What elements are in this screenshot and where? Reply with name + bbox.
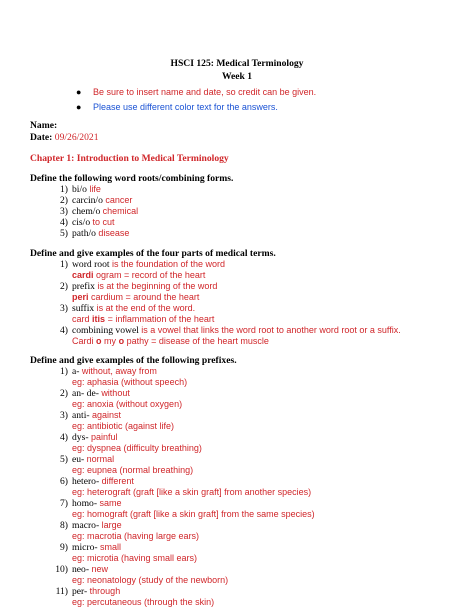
item-term: hetero- xyxy=(72,476,100,487)
item-term: bi/o xyxy=(72,184,87,195)
item-answer: is the foundation of the word xyxy=(111,259,226,269)
item-term: carcin/o xyxy=(72,195,103,206)
example-text: cardium = around the heart xyxy=(91,292,200,302)
item-example: eg: antibiotic (against life) xyxy=(72,421,175,431)
example-text: pathy = disease of the heart muscle xyxy=(126,336,269,346)
item-answer: through xyxy=(89,586,121,596)
example-bold: o xyxy=(96,336,102,346)
date-value: 09/26/2021 xyxy=(54,132,99,143)
item-number: 1) xyxy=(60,259,68,270)
item-number: 7) xyxy=(60,498,68,509)
item-number: 4) xyxy=(60,325,68,336)
item-example: eg: aphasia (without speech) xyxy=(72,377,188,387)
item-example: eg: anoxia (without oxygen) xyxy=(72,399,183,409)
item-example xyxy=(72,336,269,347)
example-bold: itis xyxy=(92,314,106,324)
item-number: 6) xyxy=(60,476,68,487)
item-term: cis/o xyxy=(72,217,91,228)
item-number: 9) xyxy=(60,542,68,553)
item-number: 3) xyxy=(60,206,68,217)
list-item xyxy=(48,520,122,531)
example-text: ogram = record of the heart xyxy=(96,270,206,280)
item-answer: cancer xyxy=(105,195,133,205)
bullet-dot-icon: ● xyxy=(76,87,82,97)
list-item xyxy=(48,432,117,443)
item-example: eg: neonatology (study of the newborn) xyxy=(72,575,229,585)
section-title: Define the following word roots/combining forms. xyxy=(30,173,234,184)
item-answer: disease xyxy=(98,228,130,238)
item-number: 2) xyxy=(60,195,68,206)
example-bold: cardi xyxy=(72,270,94,280)
item-answer: without xyxy=(101,388,130,398)
item-term: micro- xyxy=(72,542,98,553)
name-label: Name: xyxy=(30,120,58,131)
item-example xyxy=(72,314,214,325)
item-answer: different xyxy=(101,476,134,486)
example-bold: o xyxy=(118,336,125,346)
instruction-text: Be sure to insert name and date, so credit can be given. xyxy=(93,87,317,97)
item-term: eu- xyxy=(72,454,85,465)
item-answer: is at the end of the word. xyxy=(96,303,196,313)
item-answer: chemical xyxy=(102,206,139,216)
list-item xyxy=(48,454,114,465)
item-number: 3) xyxy=(60,410,68,421)
item-term: macro- xyxy=(72,520,100,531)
item-answer: painful xyxy=(90,432,118,442)
example-text: Cardi xyxy=(72,336,94,346)
item-answer: is at the beginning of the word xyxy=(97,281,218,291)
bullet-dot-icon: ● xyxy=(76,102,82,112)
item-answer: small xyxy=(99,542,121,552)
section-title: Define and give examples of the four parts of medical terms. xyxy=(30,248,276,259)
document-title: HSCI 125: Medical Terminology xyxy=(170,58,304,69)
item-term: word root xyxy=(72,259,110,270)
list-item xyxy=(48,586,120,597)
list-item xyxy=(48,228,129,239)
example-text: card xyxy=(72,314,90,324)
item-term: neo- xyxy=(72,564,90,575)
item-example: eg: homograft (graft [like a skin graft] from the same species) xyxy=(72,509,315,519)
item-answer: new xyxy=(91,564,108,574)
example-text: = inflammation of the heart xyxy=(107,314,215,324)
item-number: 4) xyxy=(60,217,68,228)
item-number: 3) xyxy=(60,303,68,314)
list-item xyxy=(48,259,225,270)
item-term: per- xyxy=(72,586,88,597)
item-number: 2) xyxy=(60,281,68,292)
item-term: chem/o xyxy=(72,206,101,217)
document-subtitle: Week 1 xyxy=(221,71,253,82)
example-bold: peri xyxy=(72,292,89,302)
date-label: Date: xyxy=(30,132,53,143)
list-item xyxy=(48,476,134,487)
list-item xyxy=(48,542,121,553)
item-example xyxy=(72,292,199,303)
item-answer: normal xyxy=(86,454,115,464)
list-item xyxy=(48,303,195,314)
item-answer: large xyxy=(101,520,122,530)
item-answer: against xyxy=(92,410,122,420)
item-example: eg: heterograft (graft [like a skin graft] from another species) xyxy=(72,487,312,497)
list-item xyxy=(48,206,138,217)
chapter-heading: Chapter 1: Introduction to Medical Terminology xyxy=(30,153,229,164)
item-answer: same xyxy=(99,498,122,508)
item-example: eg: macrotia (having large ears) xyxy=(72,531,200,541)
item-term: dys- xyxy=(72,432,89,443)
item-answer: is a vowel that links the word root to another word root or a suffix. xyxy=(141,325,401,335)
instruction-text: Please use different color text for the answers. xyxy=(93,102,278,112)
date-line xyxy=(30,132,99,143)
list-item xyxy=(48,281,217,292)
item-answer: to cut xyxy=(92,217,115,227)
item-term: prefix xyxy=(72,281,95,292)
item-example xyxy=(72,270,205,281)
item-term: a- xyxy=(72,366,80,377)
list-item xyxy=(48,195,132,206)
item-term: homo- xyxy=(72,498,98,509)
item-number: 10) xyxy=(55,564,68,575)
section-title: Define and give examples of the following prefixes. xyxy=(30,355,237,366)
item-term: path/o xyxy=(72,228,96,239)
list-item xyxy=(48,325,401,336)
example-text: my xyxy=(104,336,117,346)
item-number: 5) xyxy=(60,228,68,239)
item-number: 4) xyxy=(60,432,68,443)
list-item xyxy=(48,498,121,509)
item-number: 11) xyxy=(55,586,68,597)
list-item xyxy=(48,410,121,421)
list-item xyxy=(48,184,101,195)
list-item xyxy=(48,366,157,377)
item-term: an- de- xyxy=(72,388,99,399)
list-item xyxy=(48,388,130,399)
item-answer: without, away from xyxy=(81,366,157,376)
item-example: eg: percutaneous (through the skin) xyxy=(72,597,215,607)
item-number: 1) xyxy=(60,366,68,377)
item-term: combining vowel xyxy=(72,325,139,336)
item-term: suffix xyxy=(72,303,95,314)
item-term: anti- xyxy=(72,410,90,421)
item-number: 5) xyxy=(60,454,68,465)
item-number: 8) xyxy=(60,520,68,531)
list-item xyxy=(48,217,115,228)
item-answer: life xyxy=(89,184,101,194)
item-example: eg: dyspnea (difficulty breathing) xyxy=(72,443,202,453)
item-number: 2) xyxy=(60,388,68,399)
item-example: eg: eupnea (normal breathing) xyxy=(72,465,194,475)
item-example: eg: microtia (having small ears) xyxy=(72,553,198,563)
item-number: 1) xyxy=(60,184,68,195)
list-item xyxy=(48,564,108,575)
